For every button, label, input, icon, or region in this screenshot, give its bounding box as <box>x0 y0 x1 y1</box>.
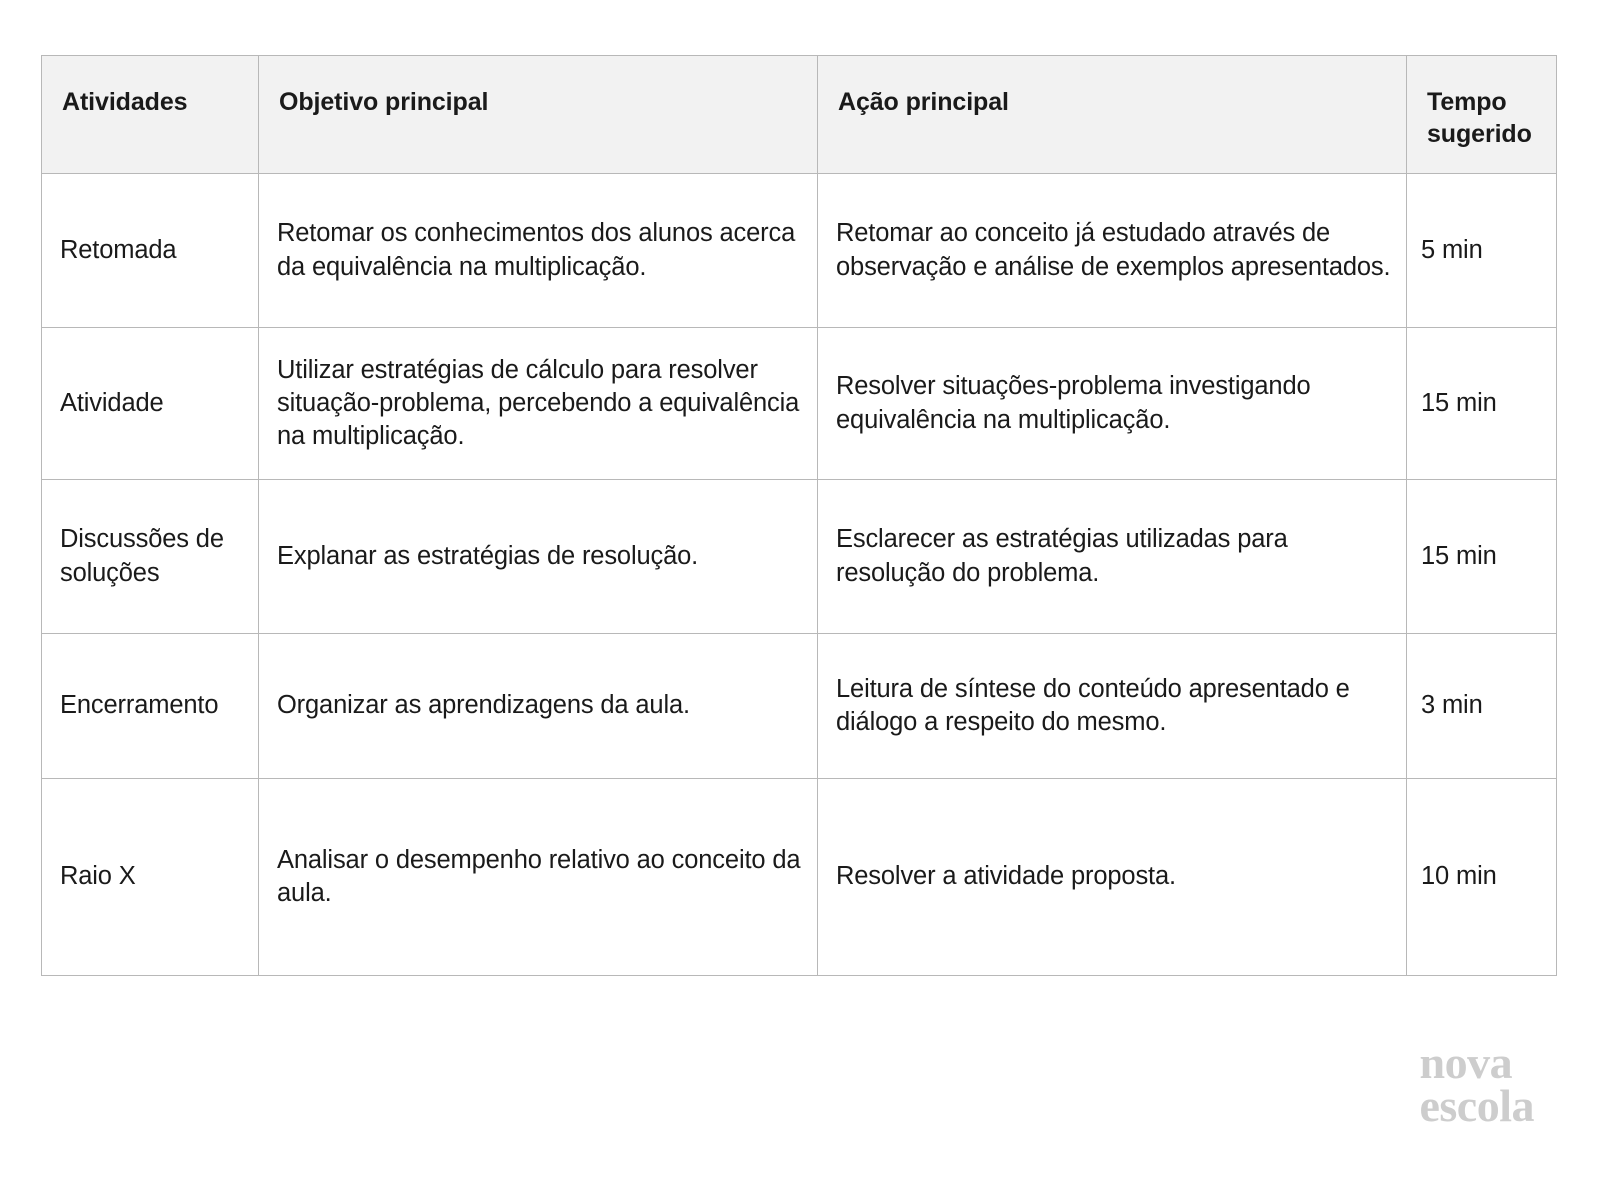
cell-acao-text: Retomar ao conceito já estudado através de observação e análise de exemplos apresentados. <box>836 219 1391 281</box>
cell-tempo-text: 10 min <box>1421 862 1497 891</box>
cell-acao <box>818 480 1407 634</box>
cell-atividade <box>42 634 259 779</box>
column-header-objetivo-principal <box>259 56 818 174</box>
cell-tempo <box>1407 328 1557 480</box>
cell-acao <box>818 328 1407 480</box>
column-header-objetivo-principal-label: Objetivo principal <box>279 88 489 116</box>
nova-escola-logo <box>1419 1037 1534 1132</box>
column-header-acao-principal <box>818 56 1407 174</box>
cell-tempo-text: 5 min <box>1421 235 1483 264</box>
logo-line-2: escola <box>1419 1080 1534 1132</box>
cell-objetivo <box>259 328 818 480</box>
cell-objetivo <box>259 634 818 779</box>
cell-tempo <box>1407 480 1557 634</box>
cell-acao-text: Resolver situações-problema investigando equivalência na multiplicação. <box>836 372 1311 434</box>
cell-acao <box>818 779 1407 976</box>
cell-atividade-text: Atividade <box>60 388 164 417</box>
column-header-atividades-label: Atividades <box>62 88 188 116</box>
cell-acao-text: Leitura de síntese do conteúdo apresentado e diálogo a respeito do mesmo. <box>836 674 1350 736</box>
cell-acao-text: Esclarecer as estratégias utilizadas para resolução do problema. <box>836 525 1288 587</box>
cell-atividade-text: Raio X <box>60 862 136 891</box>
cell-atividade-text: Discussões de soluções <box>60 525 224 587</box>
table-row <box>42 634 1557 779</box>
table-body <box>42 174 1557 976</box>
cell-objetivo-text: Retomar os conhecimentos dos alunos acerca da equivalência na multiplicação. <box>277 219 796 281</box>
cell-tempo-text: 15 min <box>1421 541 1497 570</box>
cell-acao <box>818 174 1407 328</box>
table-row <box>42 779 1557 976</box>
column-header-tempo-sugerido-label: Tempo sugerido <box>1427 88 1532 148</box>
cell-acao <box>818 634 1407 779</box>
lesson-plan-table-container <box>41 55 1556 976</box>
column-header-tempo-sugerido <box>1407 56 1557 174</box>
cell-tempo-text: 3 min <box>1421 691 1483 720</box>
cell-objetivo <box>259 174 818 328</box>
cell-objetivo-text: Organizar as aprendizagens da aula. <box>277 691 690 720</box>
cell-atividade <box>42 779 259 976</box>
cell-objetivo <box>259 480 818 634</box>
cell-atividade <box>42 174 259 328</box>
cell-tempo <box>1407 174 1557 328</box>
cell-objetivo <box>259 779 818 976</box>
cell-atividade-text: Retomada <box>60 235 177 264</box>
cell-tempo <box>1407 634 1557 779</box>
column-header-acao-principal-label: Ação principal <box>838 88 1009 116</box>
table-row <box>42 328 1557 480</box>
cell-objetivo-text: Utilizar estratégias de cálculo para resolver situação-problema, percebendo a equivalência na multiplicação. <box>277 355 800 451</box>
lesson-plan-table <box>41 55 1557 976</box>
logo-line-1: nova <box>1419 1037 1513 1089</box>
table-row <box>42 174 1557 328</box>
column-header-atividades <box>42 56 259 174</box>
cell-atividade-text: Encerramento <box>60 691 219 720</box>
cell-atividade <box>42 480 259 634</box>
table-header-row <box>42 56 1557 174</box>
cell-tempo-text: 15 min <box>1421 388 1497 417</box>
cell-acao-text: Resolver a atividade proposta. <box>836 862 1176 891</box>
cell-objetivo-text: Analisar o desempenho relativo ao conceito da aula. <box>277 845 801 907</box>
cell-atividade <box>42 328 259 480</box>
table-row <box>42 480 1557 634</box>
cell-objetivo-text: Explanar as estratégias de resolução. <box>277 541 699 570</box>
table-header <box>42 56 1557 174</box>
cell-tempo <box>1407 779 1557 976</box>
